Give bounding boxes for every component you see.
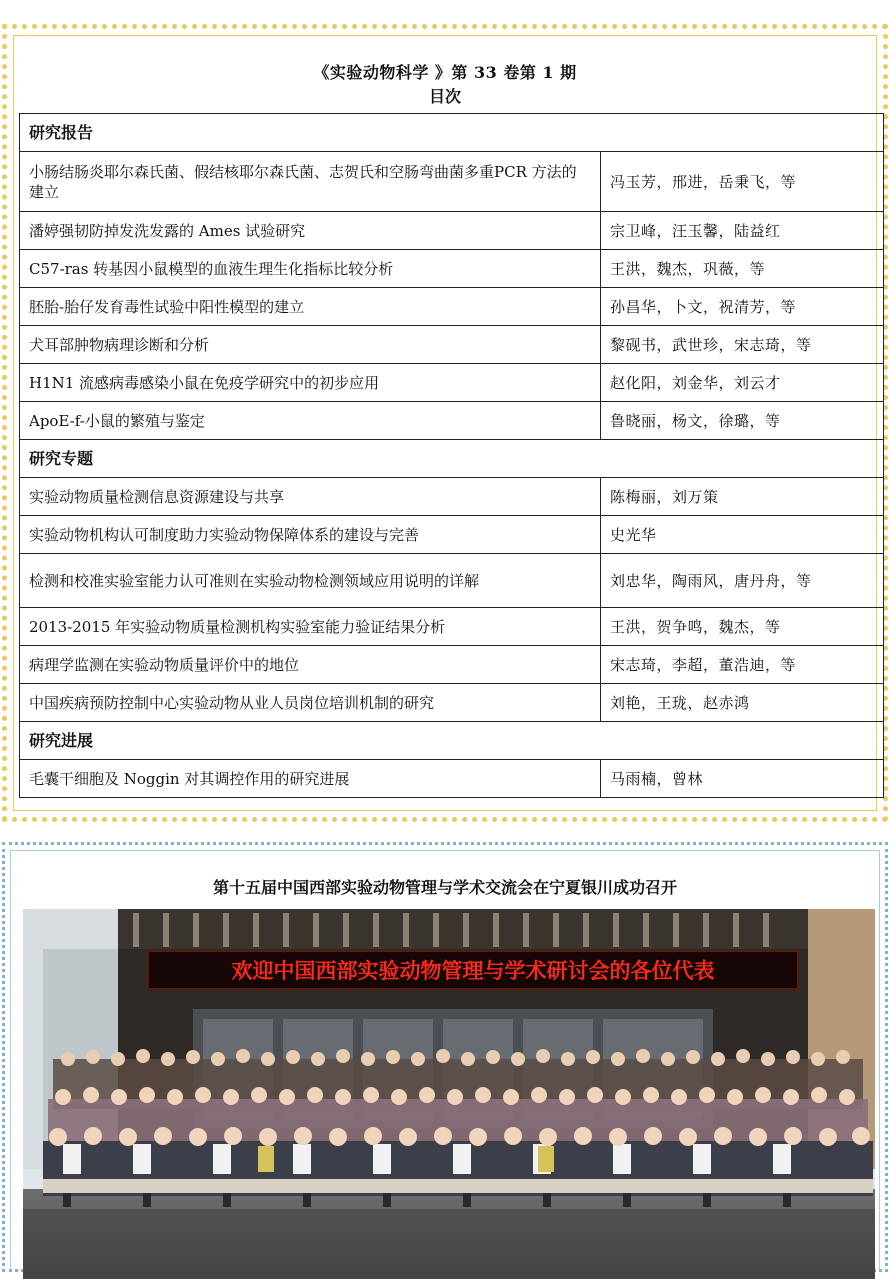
toc-frame [2,24,888,822]
article-authors: 王洪，贺争鸣，魏杰，等 [600,608,883,646]
article-authors: 陈梅丽，刘万策 [600,478,883,516]
article-row[interactable] [20,364,884,402]
article-title[interactable]: H1N1 流感病毒感染小鼠在免疫学研究中的初步应用 [20,364,601,402]
article-title[interactable]: 小肠结肠炎耶尔森氏菌、假结核耶尔森氏菌、志贺氏和空肠弯曲菌多重PCR 方法的建立 [20,152,601,212]
article-authors: 刘艳，王珑，赵赤鸿 [600,684,883,722]
article-row[interactable] [20,250,884,288]
section-row [20,722,884,760]
journal-issue-title: 《实验动物科学 》第 33 卷第 1 期 [313,63,577,82]
banner-text: 欢迎中国西部实验动物管理与学术研讨会的各位代表 [231,959,715,983]
article-authors: 孙昌华，卜文，祝清芳，等 [600,288,883,326]
article-authors: 黎砚书，武世珍，宋志琦，等 [600,326,883,364]
article-row[interactable] [20,288,884,326]
article-row[interactable] [20,646,884,684]
section-heading: 研究报告 [20,114,884,152]
article-row[interactable] [20,212,884,250]
group-photo-illustration [23,909,875,1279]
article-title[interactable]: 实验动物质量检测信息资源建设与共享 [20,478,601,516]
news-headline: 第十五届中国西部实验动物管理与学术交流会在宁夏银川成功召开 [212,878,677,897]
article-authors: 刘忠华，陶雨风，唐丹舟，等 [600,554,883,608]
article-title[interactable]: 2013-2015 年实验动物质量检测机构实验室能力验证结果分析 [20,608,601,646]
article-row[interactable] [20,760,884,798]
article-row[interactable] [20,152,884,212]
article-row[interactable] [20,516,884,554]
article-authors: 史光华 [600,516,883,554]
article-authors: 赵化阳，刘金华，刘云才 [600,364,883,402]
article-authors: 马雨楠，曾林 [600,760,883,798]
article-authors: 宗卫峰，汪玉馨，陆益红 [600,212,883,250]
article-authors: 冯玉芳，邢进，岳秉飞，等 [600,152,883,212]
article-row[interactable] [20,684,884,722]
article-title[interactable]: 毛囊干细胞及 Noggin 对其调控作用的研究进展 [20,760,601,798]
article-row[interactable] [20,554,884,608]
article-title[interactable]: 中国疾病预防控制中心实验动物从业人员岗位培训机制的研究 [20,684,601,722]
section-row [20,440,884,478]
article-authors: 宋志琦，李超，董浩迪，等 [600,646,883,684]
article-title[interactable]: 病理学监测在实验动物质量评价中的地位 [20,646,601,684]
news-frame [2,842,888,1272]
section-heading: 研究专题 [20,440,884,478]
article-title[interactable]: C57-ras 转基因小鼠模型的血液生理生化指标比较分析 [20,250,601,288]
article-authors: 王洪，魏杰，巩薇，等 [600,250,883,288]
toc-heading: 目次 [428,87,461,106]
article-title[interactable]: 犬耳部肿物病理诊断和分析 [20,326,601,364]
article-title[interactable]: 胚胎-胎仔发育毒性试验中阳性模型的建立 [20,288,601,326]
group-photo [23,909,875,1279]
section-row [20,114,884,152]
article-title[interactable]: ApoE-f-小鼠的繁殖与鉴定 [20,402,601,440]
article-row[interactable] [20,608,884,646]
news-inner-border [10,850,880,1269]
article-title[interactable]: 检测和校准实验室能力认可准则在实验动物检测领域应用说明的详解 [20,554,601,608]
article-authors: 鲁晓丽，杨文，徐璐，等 [600,402,883,440]
crowd [43,1049,873,1207]
article-row[interactable] [20,326,884,364]
article-row[interactable] [20,402,884,440]
article-row[interactable] [20,478,884,516]
toc-table [19,113,884,798]
article-title[interactable]: 实验动物机构认可制度助力实验动物保障体系的建设与完善 [20,516,601,554]
section-heading: 研究进展 [20,722,884,760]
article-title[interactable]: 潘婷强韧防掉发洗发露的 Ames 试验研究 [20,212,601,250]
toc-inner-border [13,35,877,811]
